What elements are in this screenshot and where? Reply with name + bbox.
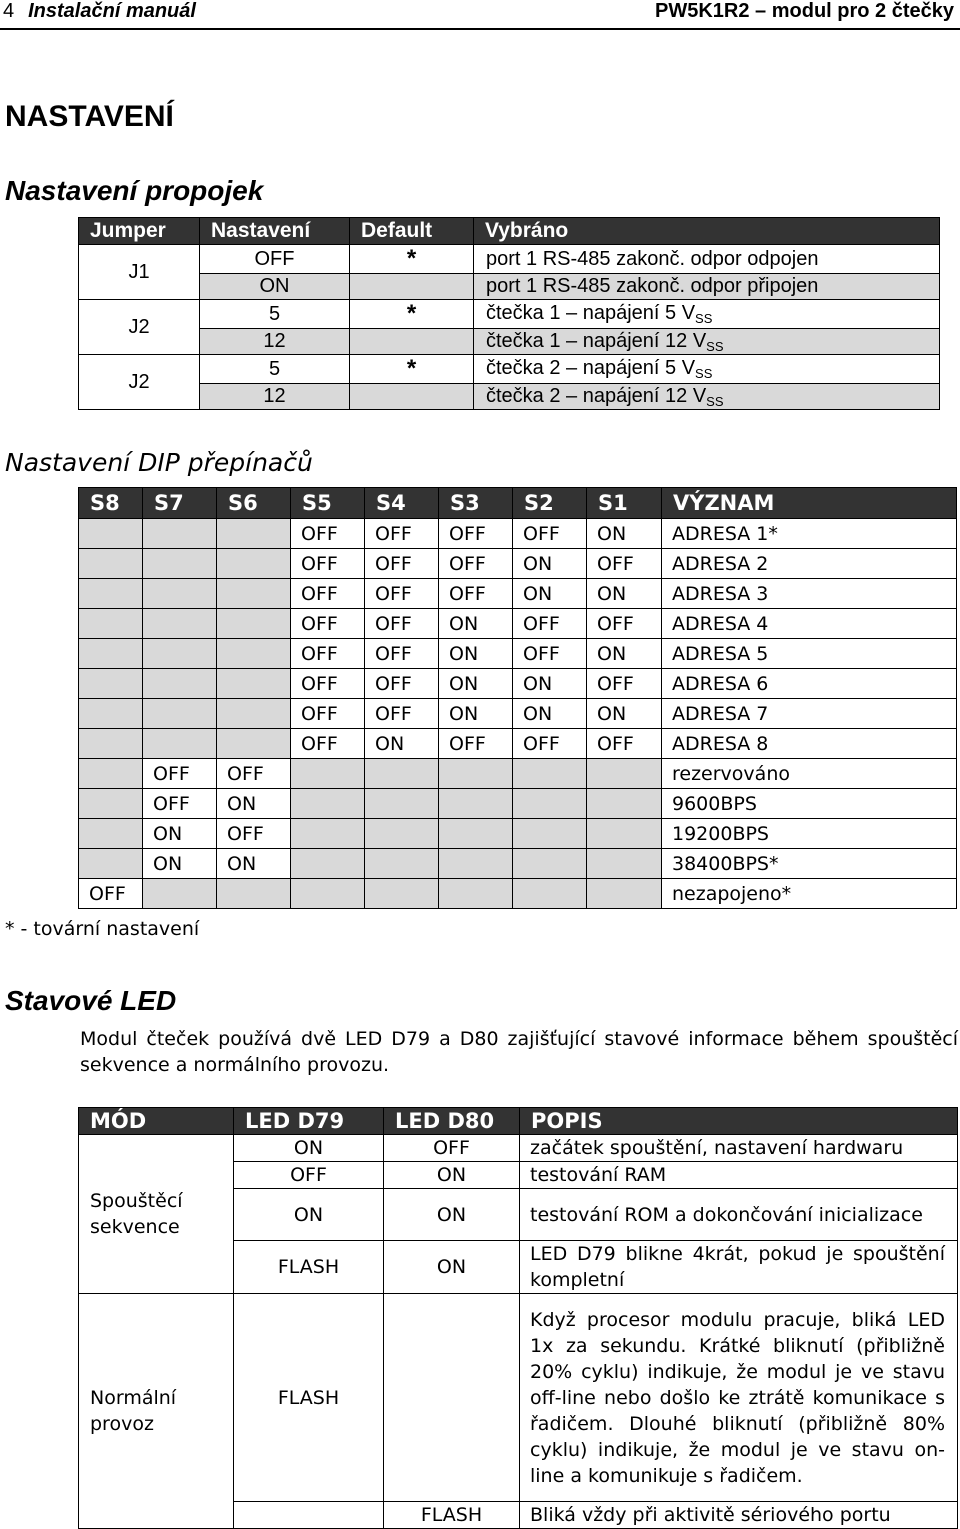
setting-cell: 12 [200, 384, 350, 410]
switch-cell [143, 699, 217, 729]
desc-cell: začátek spouštění, nastavení hardwaru [520, 1135, 958, 1162]
switch-cell [79, 639, 143, 669]
default-cell [350, 274, 474, 300]
desc-cell: Bliká vždy při aktivitě sériového portu [520, 1502, 958, 1529]
unit-subscript: SS [706, 338, 724, 354]
switch-cell: OFF [513, 609, 587, 639]
switch-cell [79, 669, 143, 699]
table-row [79, 274, 940, 300]
switch-cell [439, 819, 513, 849]
switch-cell [79, 579, 143, 609]
switch-cell [143, 879, 217, 909]
switch-cell [79, 699, 143, 729]
desc-cell [474, 355, 940, 384]
led-heading: Stavové LED [5, 985, 177, 1016]
mode-cell: Normální provoz [79, 1294, 234, 1529]
table-row [79, 300, 940, 329]
page-title: NASTAVENÍ [5, 100, 174, 133]
switch-cell [217, 729, 291, 759]
unit-subscript: SS [695, 366, 713, 381]
switch-cell: ON [439, 669, 513, 699]
switch-cell [79, 519, 143, 549]
switch-cell [439, 849, 513, 879]
desc-cell [474, 300, 940, 329]
switch-cell: ON [587, 639, 662, 669]
switch-cell [217, 699, 291, 729]
table-row [79, 329, 940, 355]
switch-cell [79, 759, 143, 789]
table-row [79, 849, 957, 879]
d79-cell: FLASH [234, 1241, 384, 1294]
led-intro-paragraph: Modul čteček používá dvě LED D79 a D80 zajišťující stavové informace během spouštěcí sekvence a normálního provozu. [80, 1028, 958, 1076]
col-header: POPIS [520, 1108, 958, 1135]
switch-cell [143, 579, 217, 609]
col-header: VÝZNAM [662, 488, 957, 519]
switch-cell: OFF [587, 729, 662, 759]
switch-cell: OFF [291, 729, 365, 759]
jumpers-heading: Nastavení propojek [5, 175, 264, 206]
desc-cell: port 1 RS-485 zakonč. odpor připojen [474, 274, 940, 300]
switch-cell [587, 759, 662, 789]
switch-cell: OFF [291, 549, 365, 579]
dip-table-body [79, 519, 957, 909]
meaning-cell: rezervováno [662, 759, 957, 789]
switch-cell [291, 789, 365, 819]
switch-cell: ON [143, 819, 217, 849]
dip-switch-table [78, 487, 957, 909]
switch-cell [439, 789, 513, 819]
col-header: S5 [291, 488, 365, 519]
switch-cell: OFF [291, 519, 365, 549]
switch-cell: OFF [587, 609, 662, 639]
switch-cell [143, 549, 217, 579]
col-header: MÓD [79, 1108, 234, 1135]
desc-cell: port 1 RS-485 zakonč. odpor odpojen [474, 245, 940, 274]
table-row [79, 549, 957, 579]
product-title: PW5K1R2 – modul pro 2 čtečky [655, 0, 954, 22]
switch-cell [217, 519, 291, 549]
setting-cell: 5 [200, 355, 350, 384]
desc-cell: Když procesor modulu pracuje, bliká LED 1x za sekundu. Krátké bliknutí (přibližně 20% cyklu) indikuje, že modul je ve stavu off-line nebo došlo ke ztrátě komunikace s řadičem. Dlouhé bliknutí (přibližně 80% cyklu) indikuje, že modul je ve stavu on-line a komunikuje s řadičem. [520, 1294, 958, 1502]
meaning-cell: ADRESA 7 [662, 699, 957, 729]
table-row [79, 819, 957, 849]
table-row [79, 879, 957, 909]
switch-cell [587, 789, 662, 819]
switch-cell [79, 609, 143, 639]
switch-cell [79, 819, 143, 849]
table-row [79, 789, 957, 819]
switch-cell: OFF [143, 789, 217, 819]
meaning-cell: 19200BPS [662, 819, 957, 849]
table-row [79, 609, 957, 639]
col-header: Jumper [79, 218, 200, 245]
switch-cell [365, 879, 439, 909]
switch-cell [143, 639, 217, 669]
switch-cell [513, 849, 587, 879]
d79-cell: ON [234, 1135, 384, 1162]
col-header: Nastavení [200, 218, 350, 245]
page-number: 4 [3, 0, 15, 22]
setting-cell: OFF [200, 245, 350, 274]
switch-cell [291, 759, 365, 789]
switch-cell [365, 789, 439, 819]
switch-cell [513, 819, 587, 849]
table-row [79, 669, 957, 699]
desc-text: čtečka 2 – napájení 5 V [486, 357, 696, 379]
meaning-cell: 38400BPS* [662, 849, 957, 879]
meaning-cell: nezapojeno* [662, 879, 957, 909]
setting-cell: ON [200, 274, 350, 300]
switch-cell: OFF [439, 519, 513, 549]
table-header-row [79, 1108, 958, 1135]
table-row [79, 1294, 958, 1502]
default-cell [350, 384, 474, 410]
table-row [79, 355, 940, 384]
switch-cell: OFF [365, 549, 439, 579]
switch-cell: ON [439, 609, 513, 639]
desc-text: čtečka 2 – napájení 12 V [486, 384, 707, 407]
switch-cell: OFF [79, 879, 143, 909]
switch-cell [79, 549, 143, 579]
header-left [3, 0, 196, 23]
switch-cell [513, 789, 587, 819]
table-row [79, 759, 957, 789]
meaning-cell: ADRESA 2 [662, 549, 957, 579]
switch-cell: ON [587, 579, 662, 609]
default-cell [350, 329, 474, 355]
desc-cell: testování RAM [520, 1162, 958, 1189]
col-header: S3 [439, 488, 513, 519]
switch-cell: ON [217, 849, 291, 879]
led-status-table [78, 1107, 958, 1529]
switch-cell [365, 849, 439, 879]
d80-cell: ON [384, 1189, 520, 1241]
switch-cell [365, 819, 439, 849]
default-cell: * [350, 245, 474, 274]
switch-cell [143, 669, 217, 699]
switch-cell [291, 819, 365, 849]
switch-cell: OFF [513, 639, 587, 669]
switch-cell [217, 879, 291, 909]
d80-cell: FLASH [384, 1502, 520, 1529]
switch-cell [217, 639, 291, 669]
switch-cell [217, 669, 291, 699]
meaning-cell: ADRESA 5 [662, 639, 957, 669]
switch-cell [365, 759, 439, 789]
table-row [79, 579, 957, 609]
meaning-cell: ADRESA 8 [662, 729, 957, 759]
switch-cell [143, 609, 217, 639]
switch-cell: OFF [291, 669, 365, 699]
table-row [79, 384, 940, 410]
switch-cell: OFF [587, 669, 662, 699]
desc-text: čtečka 1 – napájení 5 V [486, 302, 696, 324]
switch-cell [291, 849, 365, 879]
switch-cell [79, 729, 143, 759]
switch-cell [291, 879, 365, 909]
switch-cell [439, 879, 513, 909]
switch-cell: OFF [143, 759, 217, 789]
switch-cell: OFF [365, 579, 439, 609]
d79-cell: FLASH [234, 1294, 384, 1502]
col-header: S6 [217, 488, 291, 519]
header-rule [0, 28, 960, 30]
switch-cell [587, 819, 662, 849]
d79-cell: ON [234, 1189, 384, 1241]
col-header: LED D80 [384, 1108, 520, 1135]
meaning-cell: ADRESA 3 [662, 579, 957, 609]
table-row [79, 1135, 958, 1162]
table-header-row [79, 218, 940, 245]
col-header: S8 [79, 488, 143, 519]
jumper-cell: J2 [79, 300, 200, 355]
setting-cell: 12 [200, 329, 350, 355]
switch-cell: ON [587, 699, 662, 729]
switch-cell: ON [365, 729, 439, 759]
switch-cell: ON [143, 849, 217, 879]
switch-cell [79, 789, 143, 819]
meaning-cell: ADRESA 1* [662, 519, 957, 549]
col-header: LED D79 [234, 1108, 384, 1135]
switch-cell: OFF [217, 819, 291, 849]
switch-cell: ON [439, 699, 513, 729]
switch-cell [587, 879, 662, 909]
switch-cell: OFF [217, 759, 291, 789]
switch-cell [143, 519, 217, 549]
default-cell: * [350, 300, 474, 329]
switch-cell: OFF [439, 549, 513, 579]
desc-cell [474, 329, 940, 355]
desc-text: čtečka 1 – napájení 12 V [486, 329, 707, 352]
meaning-cell: ADRESA 4 [662, 609, 957, 639]
switch-cell [143, 729, 217, 759]
switch-cell: OFF [365, 519, 439, 549]
switch-cell: OFF [365, 669, 439, 699]
switch-cell: OFF [291, 609, 365, 639]
switch-cell: ON [513, 579, 587, 609]
col-header: S7 [143, 488, 217, 519]
switch-cell: ON [513, 699, 587, 729]
switch-cell: OFF [291, 699, 365, 729]
col-header: Vybráno [474, 218, 940, 245]
d80-cell: ON [384, 1162, 520, 1189]
switch-cell: OFF [513, 729, 587, 759]
switch-cell [439, 759, 513, 789]
jumper-cell: J2 [79, 355, 200, 410]
switch-cell [79, 849, 143, 879]
table-row [79, 639, 957, 669]
page-header [0, 0, 960, 30]
table-row [79, 245, 940, 274]
setting-cell: 5 [200, 300, 350, 329]
desc-cell: testování ROM a dokončování inicializace [520, 1189, 958, 1241]
mode-cell: Spouštěcí sekvence [79, 1135, 234, 1294]
meaning-cell: 9600BPS [662, 789, 957, 819]
switch-cell: ON [513, 549, 587, 579]
switch-cell [513, 759, 587, 789]
col-header: S1 [587, 488, 662, 519]
switch-cell [217, 609, 291, 639]
d80-cell: ON [384, 1241, 520, 1294]
d80-cell: OFF [384, 1135, 520, 1162]
switch-cell: ON [217, 789, 291, 819]
meaning-cell: ADRESA 6 [662, 669, 957, 699]
dip-heading: Nastavení DIP přepínačů [5, 448, 313, 477]
desc-cell [474, 384, 940, 410]
d79-cell [234, 1502, 384, 1529]
table-header-row [79, 488, 957, 519]
switch-cell: OFF [365, 609, 439, 639]
col-header: Default [350, 218, 474, 245]
col-header: S2 [513, 488, 587, 519]
switch-cell: OFF [439, 579, 513, 609]
switch-cell: OFF [291, 579, 365, 609]
switch-cell [587, 849, 662, 879]
default-cell: * [350, 355, 474, 384]
switch-cell: OFF [513, 519, 587, 549]
switch-cell: OFF [365, 699, 439, 729]
switch-cell [217, 579, 291, 609]
table-row [79, 729, 957, 759]
d79-cell: OFF [234, 1162, 384, 1189]
switch-cell: OFF [291, 639, 365, 669]
switch-cell [217, 549, 291, 579]
table-row [79, 519, 957, 549]
switch-cell: OFF [587, 549, 662, 579]
d80-cell [384, 1294, 520, 1502]
factory-default-note: * - tovární nastavení [5, 918, 200, 940]
unit-subscript: SS [695, 311, 713, 326]
jumpers-table [78, 217, 940, 410]
doc-title: Instalační manuál [28, 0, 196, 22]
switch-cell: ON [439, 639, 513, 669]
switch-cell: OFF [439, 729, 513, 759]
unit-subscript: SS [706, 393, 724, 409]
desc-cell: LED D79 blikne 4krát, pokud je spouštění kompletní [520, 1241, 958, 1294]
switch-cell: ON [513, 669, 587, 699]
jumper-cell: J1 [79, 245, 200, 300]
switch-cell: ON [587, 519, 662, 549]
table-row [79, 699, 957, 729]
switch-cell [513, 879, 587, 909]
col-header: S4 [365, 488, 439, 519]
switch-cell: OFF [365, 639, 439, 669]
